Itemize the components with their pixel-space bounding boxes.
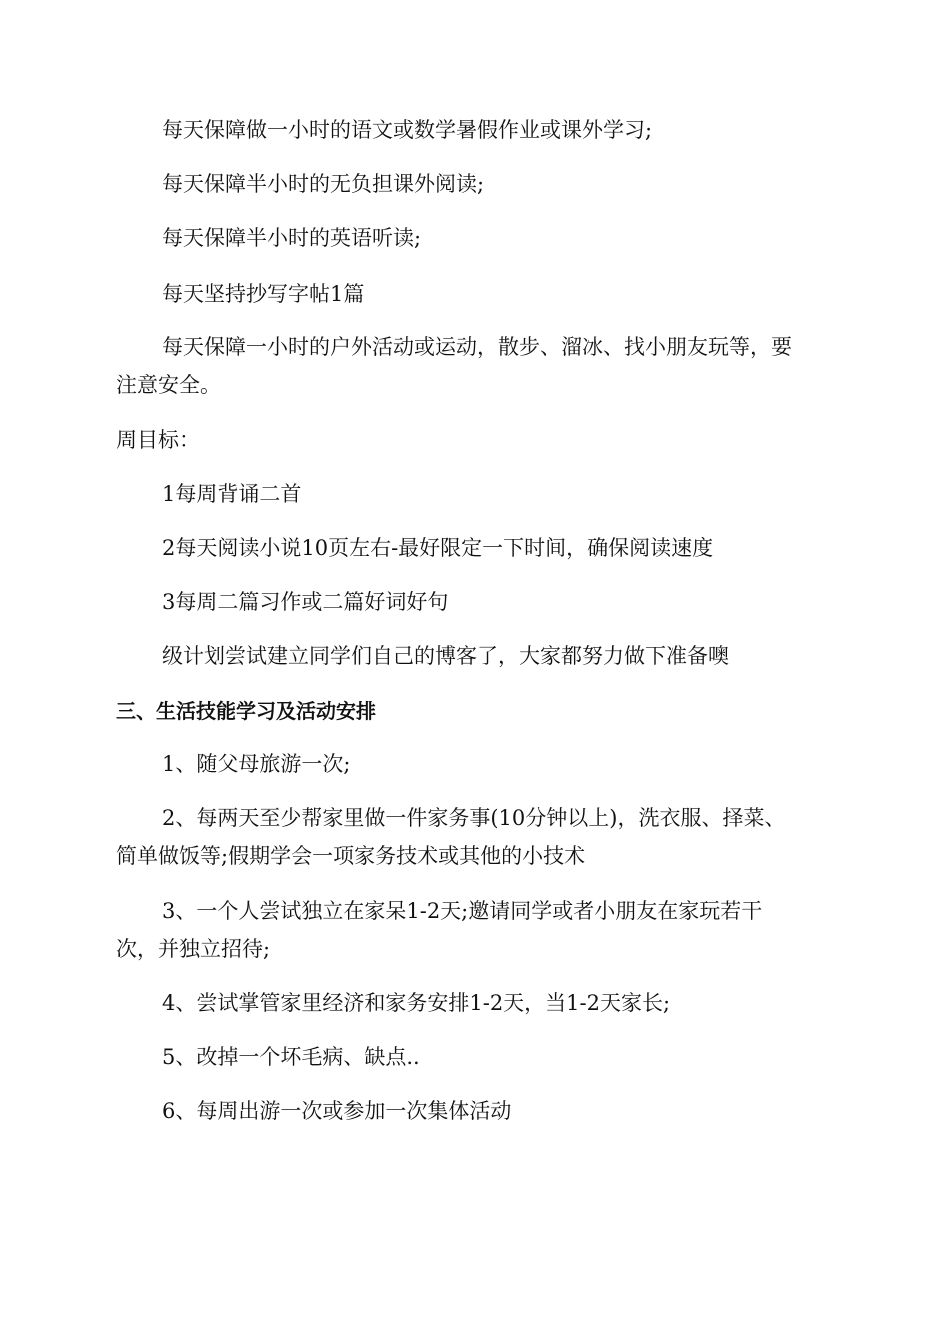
weekly-goal-novel: 2每天阅读小说10页左右-最好限定一下时间，确保阅读速度	[162, 536, 714, 560]
life-skill-fix-habit: 5、改掉一个坏毛病、缺点..	[162, 1045, 420, 1069]
daily-goal-reading: 每天保障半小时的无负担课外阅读;	[162, 172, 485, 196]
life-skill-chores-line2: 简单做饭等;假期学会一项家务技术或其他的小技术	[116, 844, 586, 868]
weekly-goal-writing: 3每周二篇习作或二篇好词好句	[162, 590, 449, 614]
daily-goal-outdoor-line1: 每天保障一小时的户外活动或运动，散步、溜冰、找小朋友玩等，要	[162, 335, 792, 359]
daily-goal-outdoor-line2: 注意安全。	[116, 373, 221, 397]
life-skill-chores-line1: 2、每两天至少帮家里做一件家务事(10分钟以上)，洗衣服、择菜、	[162, 806, 786, 830]
daily-goal-copybook: 每天坚持抄写字帖1篇	[162, 282, 365, 306]
life-skill-manage-home: 4、尝试掌管家里经济和家务安排1-2天，当1-2天家长;	[162, 991, 671, 1015]
daily-goal-english: 每天保障半小时的英语听读;	[162, 226, 422, 250]
weekly-goals-label: 周目标：	[116, 428, 200, 452]
daily-goal-homework: 每天保障做一小时的语文或数学暑假作业或课外学习;	[162, 118, 653, 142]
section-heading-life-skills: 三、生活技能学习及活动安排	[116, 699, 376, 723]
life-skill-weekly-outing: 6、每周出游一次或参加一次集体活动	[162, 1099, 512, 1123]
life-skill-independent-line2: 次，并独立招待;	[116, 937, 271, 961]
weekly-goal-recite: 1每周背诵二首	[162, 482, 302, 506]
life-skill-travel: 1、随父母旅游一次;	[162, 752, 351, 776]
weekly-goal-blog: 级计划尝试建立同学们自己的博客了，大家都努力做下准备噢	[162, 644, 729, 668]
life-skill-independent-line1: 3、一个人尝试独立在家呆1-2天;邀请同学或者小朋友在家玩若干	[162, 899, 763, 923]
